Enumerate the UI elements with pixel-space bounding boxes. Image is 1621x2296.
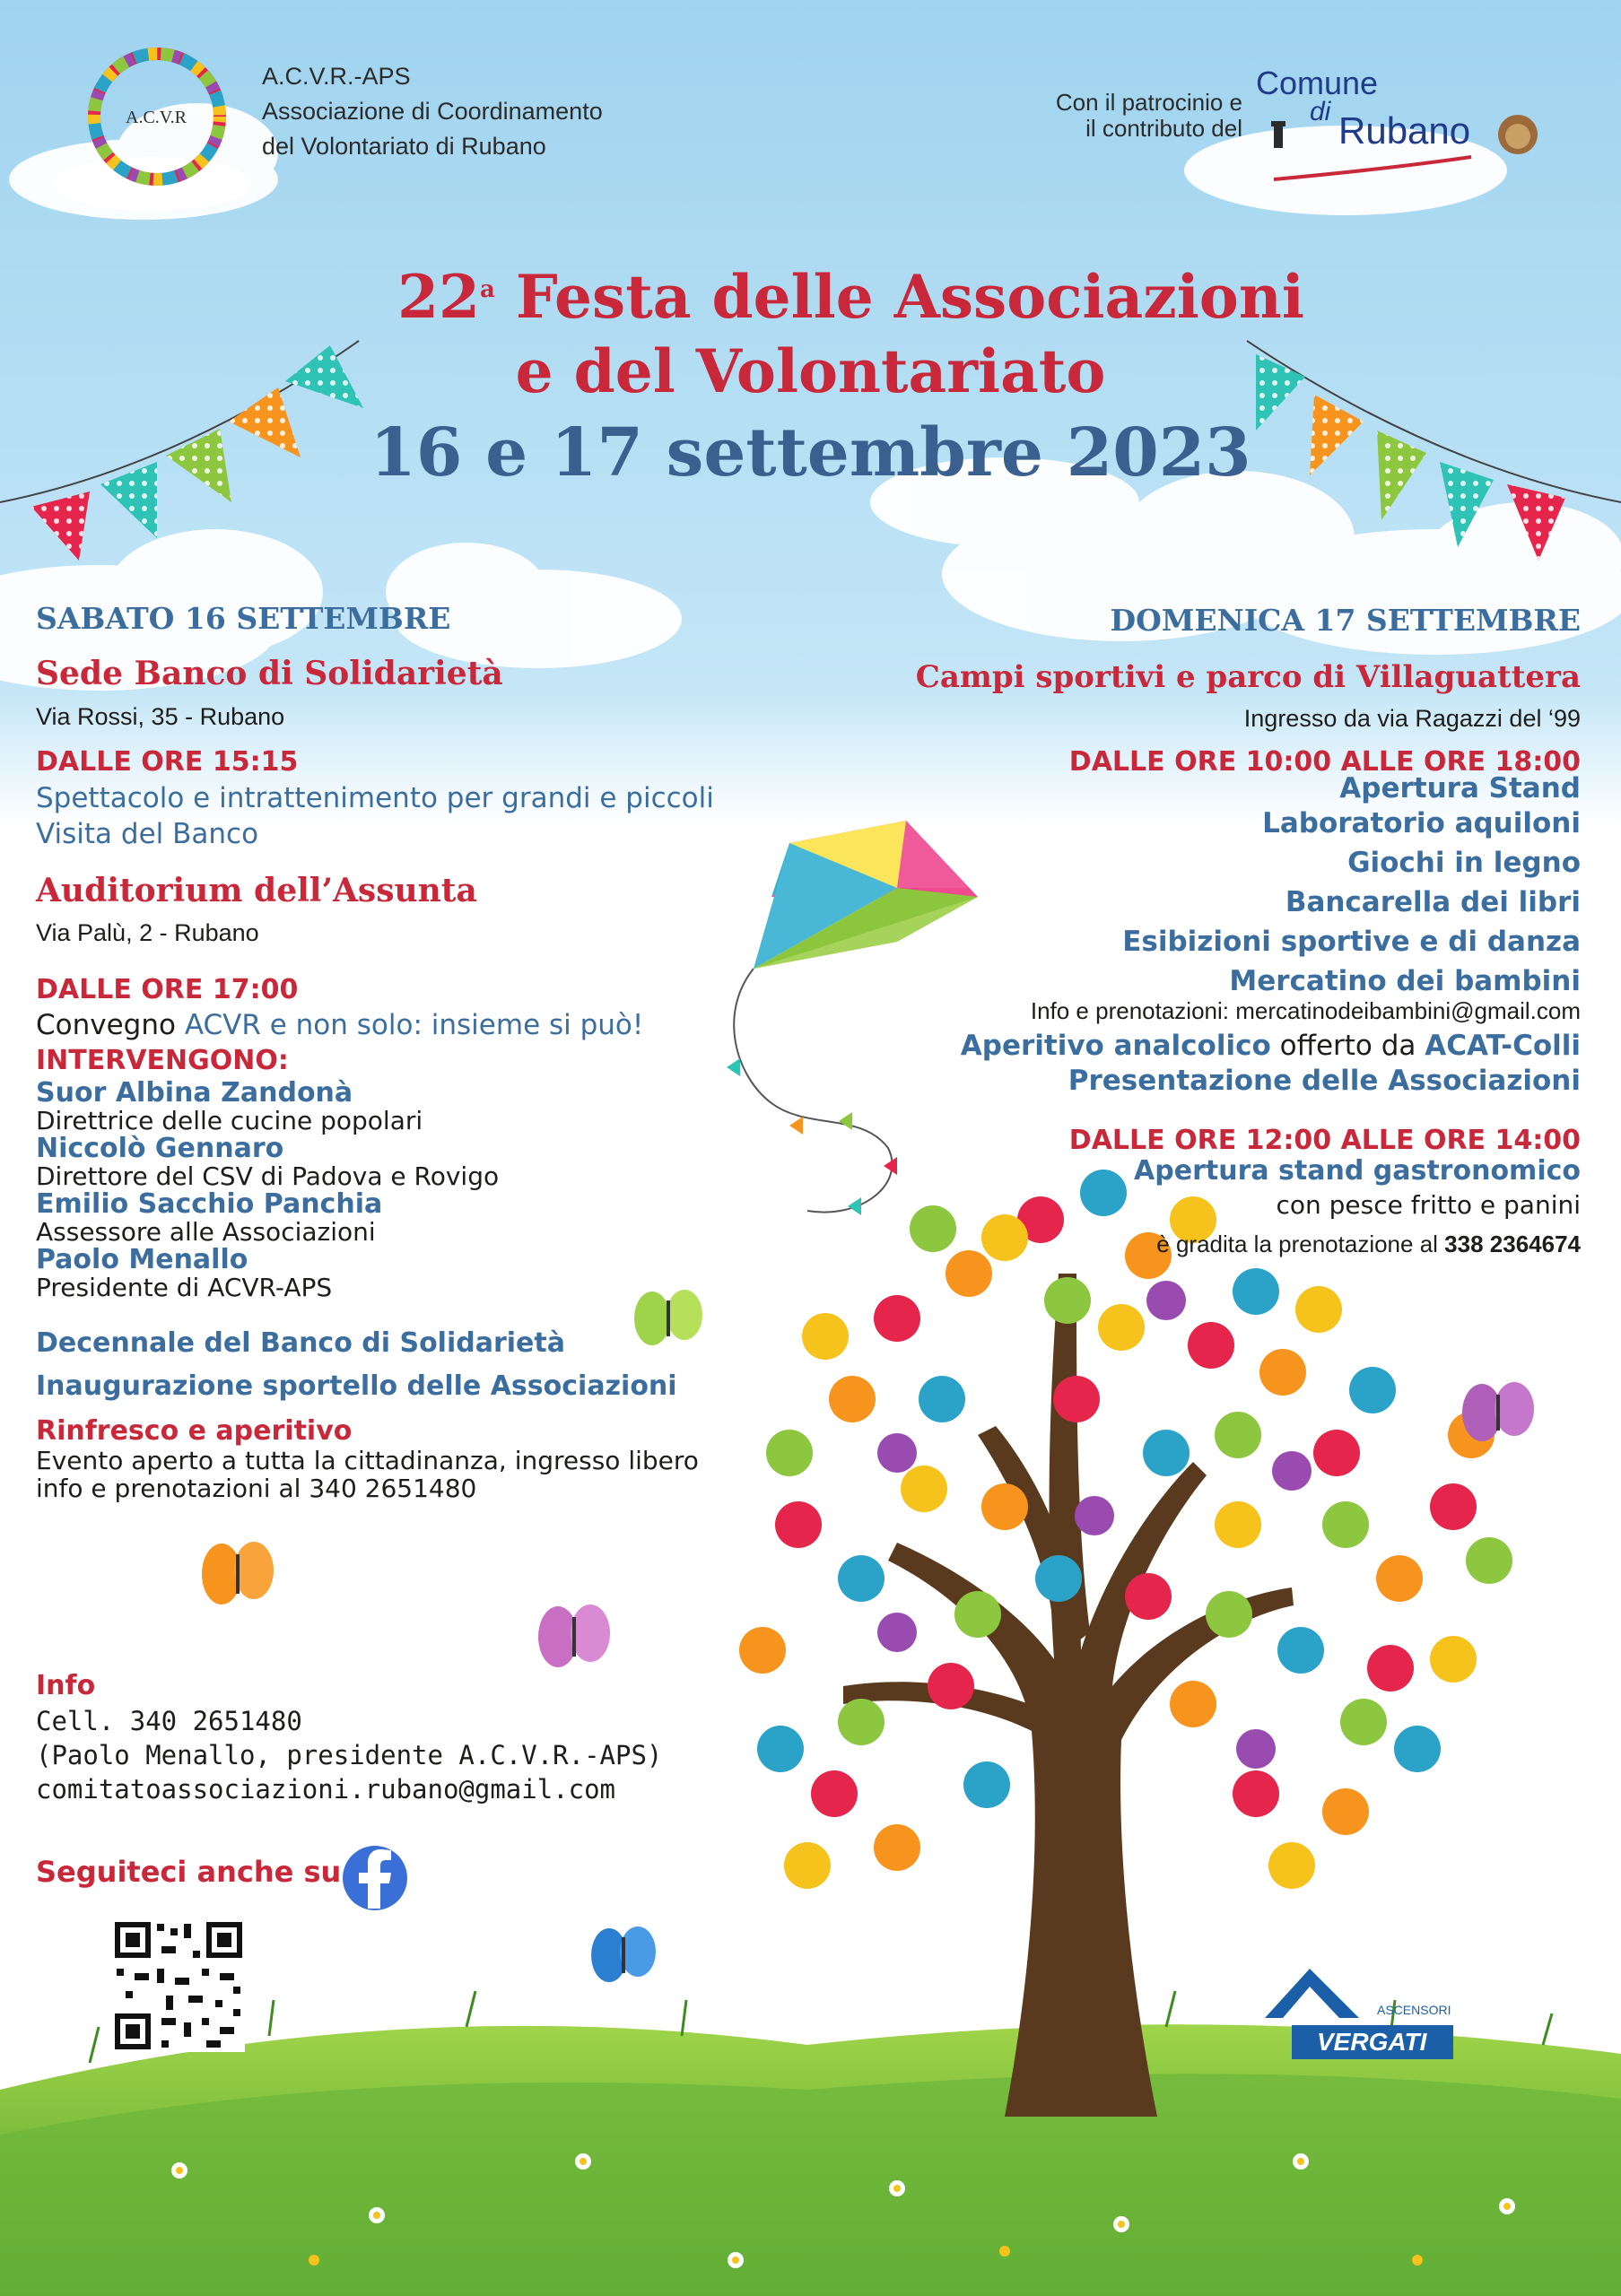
aperitivo-line [961,1030,1581,1062]
patronage-line2: il contributo del [1085,115,1242,142]
speaker-name: Paolo Menallo [36,1244,248,1275]
saturday-address2: Via Palù, 2 - Rubano [36,919,259,946]
info-label: Info [36,1670,96,1701]
booking-line [1156,1231,1581,1258]
saturday-time2: DALLE ORE 17:00 [36,974,299,1005]
rubano-word: Rubano [1338,109,1471,152]
sunday-heading: DOMENICA 17 SETTEMBRE [1110,603,1581,638]
saturday-activity2: Visita del Banco [36,818,259,850]
saturday-address1: Via Rossi, 35 - Rubano [36,703,285,730]
refreshment: Rinfresco e aperitivo [36,1415,353,1447]
conference-title: ACVR e non solo: insieme si può! [184,1009,644,1041]
kids-market-info: Info e prenotazioni: mercatinodeibambini@gmail.com [1030,997,1581,1024]
saturday-venue2: Auditorium dell’Assunta [36,872,477,909]
sunday-activity: Mercatino dei bambini [1229,965,1581,997]
speaker-role: Direttore del CSV di Padova e Rovigo [36,1161,500,1191]
info-email[interactable]: comitatoassociazioni.rubano@gmail.com [36,1774,616,1805]
conference-line [36,1009,643,1041]
speaker-name: Suor Albina Zandonà [36,1077,353,1109]
sponsor-name: VERGATI [1317,2028,1427,2056]
saturday-extra1: Decennale del Banco di Solidarietà [36,1327,565,1359]
speaker-role: Presidente di ACVR-APS [36,1273,333,1302]
speaker-name: Niccolò Gennaro [36,1133,284,1164]
patronage-line1: Con il patrocinio e [1055,89,1242,116]
sunday-venue: Campi sportivi e parco di Villaguattera [915,659,1581,695]
comune-word: Comune [1256,65,1379,101]
logo-text: A.C.V.R [126,108,187,127]
open-event-line2: info e prenotazioni al 340 2651480 [36,1474,477,1503]
saturday-activity1: Spettacolo e intrattenimento per grandi e piccoli [36,782,714,814]
saturday-extra2: Inaugurazione sportello delle Associazioni [36,1370,677,1402]
aperitivo-offered: offerto da [1279,1030,1416,1062]
sunday-activity: Esibizioni sportive e di danza [1122,926,1581,958]
saturday-time1: DALLE ORE 15:15 [36,746,299,778]
sunday-activities [1122,773,1581,1001]
food-detail: con pesce fritto e panini [1276,1190,1581,1220]
aperitivo-sponsor: ACAT-Colli [1425,1030,1581,1062]
title-line2: e del Volontariato [515,336,1106,406]
speakers-label: INTERVENGONO: [36,1045,289,1076]
page-title [0,262,1621,332]
food-stand: Apertura stand gastronomico [1134,1155,1581,1187]
info-phone: Cell. 340 2651480 [36,1706,302,1736]
org-block [262,59,603,164]
di-word: di [1310,97,1331,126]
org-name-line2: del Volontariato di Rubano [262,133,546,160]
title-dates: 16 e 17 settembre 2023 [370,414,1251,491]
sunday-time1: DALLE ORE 10:00 ALLE ORE 18:00 [1068,746,1581,778]
booking-phone: 338 2364674 [1444,1231,1581,1257]
speaker-role: Assessore alle Associazioni [36,1217,376,1247]
sunday-activity: Apertura Stand [1339,772,1581,804]
sunday-activity: Bancarella dei libri [1285,886,1581,918]
open-event-line1: Evento aperto a tutta la cittadinanza, ingresso libero [36,1446,699,1475]
speaker-role: Direttrice delle cucine popolari [36,1106,423,1135]
booking-text: è gradita la prenotazione al [1156,1231,1438,1257]
org-name-line1: Associazione di Coordinamento [262,98,603,125]
info-person: (Paolo Menallo, presidente A.C.V.R.-APS) [36,1740,663,1770]
sunday-entrance: Ingresso da via Ragazzi del ‘99 [1243,705,1581,732]
org-short-name: A.C.V.R.-APS [262,63,411,90]
saturday-heading: SABATO 16 SETTEMBRE [36,601,451,636]
speaker-name: Emilio Sacchio Panchia [36,1188,383,1220]
aperitivo-name: Aperitivo analcolico [960,1030,1271,1062]
facebook-icon [343,1846,407,1910]
title-line1: Festa delle Associazioni [515,262,1304,332]
saturday-venue1: Sede Banco di Solidarietà [36,655,503,692]
sunday-activity: Giochi in legno [1347,847,1581,879]
qr-code [112,1919,245,2052]
patronage-block [1056,90,1242,142]
follow-us-label[interactable]: Seguiteci anche su [36,1855,342,1889]
conference-prefix: Convegno [36,1009,176,1041]
sunday-activity: Laboratorio aquiloni [1262,807,1581,839]
title-edition-sup: a [479,276,495,303]
associations-presentation: Presentazione delle Associazioni [1068,1065,1581,1097]
title-edition: 22 [397,262,480,332]
sponsor-subtitle: ASCENSORI [1377,2003,1451,2017]
speakers-list [36,1079,499,1301]
sunday-time2: DALLE ORE 12:00 ALLE ORE 14:00 [1068,1125,1581,1156]
